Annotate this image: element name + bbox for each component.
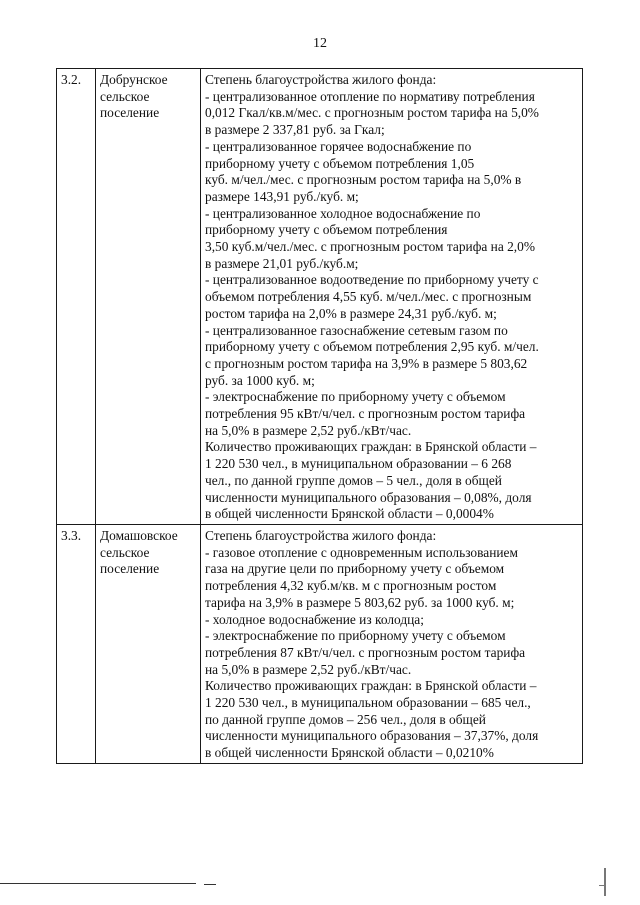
description-line: объемом потребления 4,55 куб. м/чел./мес. с прогнозным [205, 289, 532, 305]
description-line: 1 220 530 чел., в муниципальном образовании – 685 чел., [205, 695, 531, 711]
description-line: газа на другие цели по приборному учету с объемом [205, 561, 505, 577]
settlement-name-line: Домашовское [100, 527, 178, 543]
description-line: - централизованное газоснабжение сетевым газом по [205, 322, 508, 338]
description-line: Степень благоустройства жилого фонда: [205, 527, 437, 543]
settlement-name-line: Добрунское [100, 72, 168, 87]
settlement-name [96, 69, 201, 525]
description-line: Степень благоустройства жилого фонда: [205, 72, 437, 87]
description-line: - электроснабжение по приборному учету с объемом [205, 389, 506, 405]
description-line: - централизованное горячее водоснабжение по [205, 138, 472, 154]
settlement-name-line: сельское [100, 544, 150, 560]
description-line: в общей численности Брянской области – 0,0004% [205, 506, 494, 522]
description-line: потребления 95 кВт/ч/чел. с прогнозным ростом тарифа [205, 406, 526, 422]
settlement-name-line: сельское [100, 88, 150, 104]
description-line: - электроснабжение по приборному учету с объемом [205, 628, 506, 644]
description-line: потребления 87 кВт/ч/чел. с прогнозным ростом тарифа [205, 644, 526, 660]
description-line: - централизованное водоотведение по приборному учету с [205, 272, 539, 288]
description-line: размере 143,91 руб./куб. м; [205, 188, 359, 204]
description-line: на 5,0% в размере 2,52 руб./кВт/час. [205, 422, 412, 438]
footer-rule [0, 883, 196, 884]
description-line: 0,012 Гкал/кв.м/мес. с прогнозным ростом тарифа на 5,0% [205, 105, 539, 121]
table-row [57, 524, 583, 763]
description-line: - холодное водоснабжение из колодца; [205, 611, 424, 627]
page-number: 12 [313, 36, 327, 51]
housing-description [201, 524, 583, 763]
description-line: 3,50 куб.м/чел./мес. с прогнозным ростом тарифа на 2,0% [205, 239, 536, 255]
description-line: приборному учету с объемом потребления 1,05 [205, 155, 475, 171]
row-number: 3.3. [57, 524, 96, 763]
settlement-name-line: поселение [100, 105, 160, 121]
description-line: Количество проживающих граждан: в Брянской области – [205, 678, 537, 694]
table-row [57, 69, 583, 525]
description-line: с прогнозным ростом тарифа на 3,9% в размере 5 803,62 [205, 355, 528, 371]
description-line: в размере 2 337,81 руб. за Гкал; [205, 122, 385, 138]
footer-dash [204, 884, 216, 885]
description-line: Количество проживающих граждан: в Брянской области – [205, 439, 537, 455]
description-line: приборному учету с объемом потребления 2,95 куб. м/чел. [205, 339, 539, 355]
description-line: ростом тарифа на 2,0% в размере 24,31 руб./куб. м; [205, 305, 497, 321]
description-line: чел., по данной группе домов – 5 чел., доля в общей [205, 472, 502, 488]
description-line: потребления 4,32 куб.м/кв. м с прогнозным ростом [205, 578, 497, 594]
description-line: приборному учету с объемом потребления [205, 222, 448, 238]
description-line: численности муниципального образования – 0,08%, доля [205, 489, 532, 505]
description-line: по данной группе домов – 256 чел., доля в общей [205, 711, 486, 727]
description-line: руб. за 1000 куб. м; [205, 372, 315, 388]
description-line: на 5,0% в размере 2,52 руб./кВт/час. [205, 661, 412, 677]
description-line: - газовое отопление с одновременным использованием [205, 544, 518, 560]
description-line: - централизованное холодное водоснабжение по [205, 205, 481, 221]
description-line: 1 220 530 чел., в муниципальном образовании – 6 268 [205, 456, 512, 472]
settlement-name [96, 524, 201, 763]
scan-edge-mark [604, 868, 606, 896]
description-line: тарифа на 3,9% в размере 5 803,62 руб. за 1000 куб. м; [205, 594, 515, 610]
description-line: в размере 21,01 руб./куб.м; [205, 255, 359, 271]
settlement-name-line: поселение [100, 561, 160, 577]
description-line: куб. м/чел./мес. с прогнозным ростом тарифа на 5,0% в [205, 172, 522, 188]
housing-description [201, 69, 583, 525]
description-line: в общей численности Брянской области – 0,0210% [205, 745, 494, 761]
description-line: - централизованное отопление по нормативу потребления [205, 88, 535, 104]
scan-edge-mark [599, 885, 605, 886]
tariff-table [56, 68, 583, 764]
description-line: численности муниципального образования – 37,37%, доля [205, 728, 539, 744]
row-number: 3.2. [57, 69, 96, 525]
